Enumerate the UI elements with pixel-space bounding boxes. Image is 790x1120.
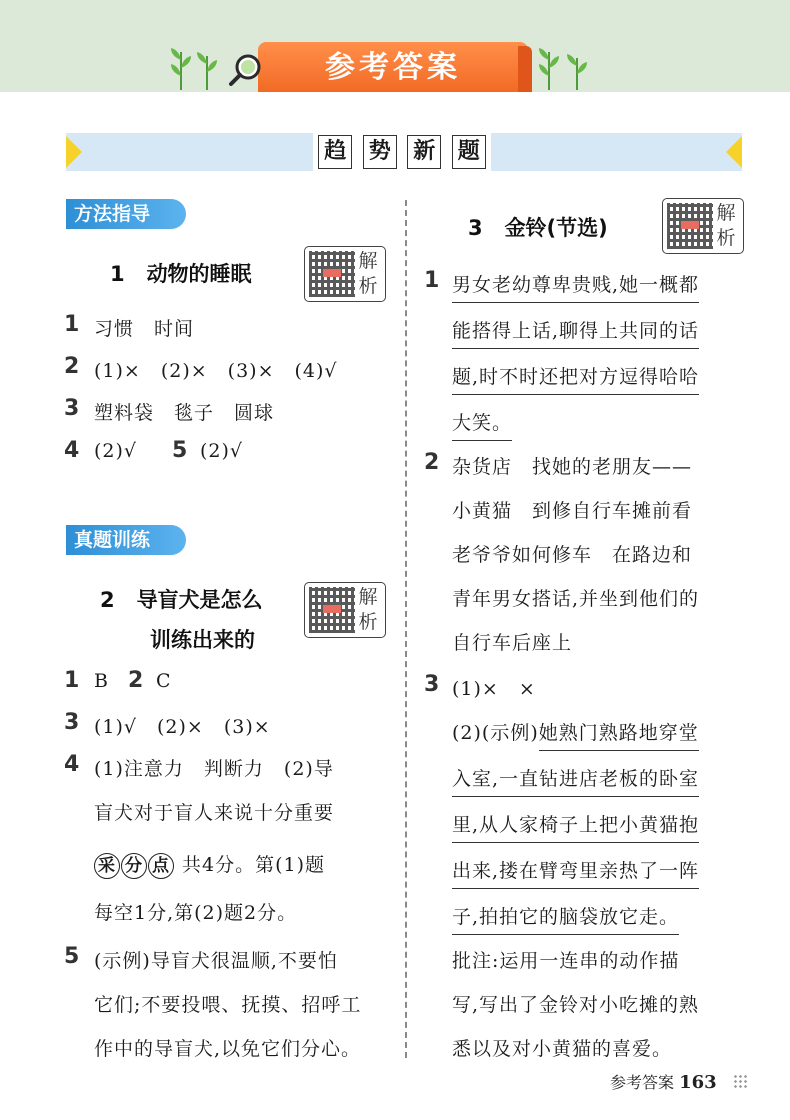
score-seal: 分 [121,853,147,879]
answer-text: 小黄猫 到修自行车摊前看 [452,500,693,522]
column-divider [405,200,407,1058]
answer-text: 出来,搂在臂弯里亲热了一阵 [452,856,699,883]
answer-text: 青年男女搭话,并坐到他们的 [452,588,700,610]
answer-text: 杂货店 找她的老朋友—— [452,456,693,478]
section-name: 金铃(节选) [504,216,608,240]
section-title-2 [100,584,263,614]
answer-text: (1)注意力 判断力 (2)导 [94,758,334,780]
answer-number: 5 [64,944,80,969]
banner-title: 参考答案 [258,42,528,92]
dots-icon [733,1074,747,1090]
answer-number: 4 [64,752,80,777]
answer-number: 3 [64,710,80,735]
answer-number: 5 [172,438,188,463]
qr-label: 解 析 [358,586,378,633]
score-note-line2: 每空1分,第(2)题2分。 [94,902,298,924]
annotation-text: 悉以及对小黄猫的喜爱。 [452,1038,673,1060]
answer-text: 盲犬对于盲人来说十分重要 [94,802,335,824]
answer-text: 它们;不要投喂、抚摸、招呼工 [94,994,362,1016]
plant-icon [566,46,588,90]
answer-text: (示例)导盲犬很温顺,不要怕 [94,950,338,972]
answer-text: 习惯 时间 [94,318,195,340]
section-title-3 [468,212,608,242]
answer-number: 1 [64,312,80,337]
arrow-right-icon [66,136,82,168]
section-number: 3 [468,216,483,240]
qr-code-icon[interactable] [662,198,744,254]
plant-icon [538,46,560,90]
answer-text: 男女老幼尊卑贵贱,她一概都 [452,270,699,297]
answer-text: B [94,670,109,692]
tag-exam-training: 真题训练 [66,525,186,555]
plant-icon [170,46,192,90]
score-seal: 采 [94,853,120,879]
answer-text: C [156,670,172,692]
qr-pattern [309,587,355,633]
tag-method-guide: 方法指导 [66,199,186,229]
answer-text: (2)√ [94,440,138,462]
trend-char: 势 [363,135,397,169]
section-name: 动物的睡眠 [146,262,252,286]
plant-icon [196,46,218,90]
answer-number: 4 [64,438,80,463]
trend-char: 趋 [318,135,352,169]
section-number: 1 [110,262,125,286]
qr-pattern [667,203,713,249]
qr-label: 解 析 [716,202,736,249]
answer-text: 大笑。 [452,408,512,435]
answer-text: (2)√ [200,440,244,462]
score-note: 采 分 点 共4分。第(1)题 [94,850,325,879]
answer-number: 2 [64,354,80,379]
annotation-text: 批注:运用一连串的动作描 [452,950,680,972]
page-footer [610,1070,717,1093]
answer-text: (1)× × [452,678,536,700]
answer-text: 子,拍拍它的脑袋放它走。 [452,902,679,929]
qr-pattern [309,251,355,297]
qr-code-icon[interactable] [304,246,386,302]
section-number: 2 [100,588,115,612]
answer-text: (1)× (2)× (3)× (4)√ [94,360,338,382]
banner-edge [518,46,532,92]
section-name: 导盲犬是怎么 [136,588,263,612]
answer-number: 2 [424,450,440,475]
answer-text: 题,时不时还把对方逗得哈哈 [452,362,699,389]
trend-char: 题 [452,135,486,169]
answer-text: 作中的导盲犬,以免它们分心。 [94,1038,362,1060]
qr-code-icon[interactable] [304,582,386,638]
answer-text: 里,从人家椅子上把小黄猫抱 [452,810,699,837]
footer-label: 参考答案 [610,1073,675,1092]
section-name-line2: 训练出来的 [150,628,255,652]
answer-number: 3 [424,672,440,697]
section-title-1 [110,258,252,288]
qr-label: 解 析 [358,250,378,297]
score-seal: 点 [148,853,174,879]
answer-text: 老爷爷如何修车 在路边和 [452,544,693,566]
answer-number: 1 [64,668,80,693]
answer-number: 2 [128,668,144,693]
trend-char: 新 [407,135,441,169]
answer-number: 3 [64,396,80,421]
annotation-text: 写,写出了金铃对小吃摊的熟 [452,994,700,1016]
arrow-left-icon [726,136,742,168]
answer-text: (1)√ (2)× (3)× [94,716,271,738]
answer-text: 能搭得上话,聊得上共同的话 [452,316,699,343]
answer-number: 1 [424,268,440,293]
answer-text: 塑料袋 毯子 圆球 [94,402,275,424]
magnifier-icon [228,53,262,87]
trend-title [313,129,491,175]
answer-text: 入室,一直钻进店老板的卧室 [452,764,699,791]
answer-text: (2)(示例)她熟门熟路地穿堂 [452,718,699,745]
answer-text: 自行车后座上 [452,632,573,654]
page-number: 163 [679,1072,717,1093]
